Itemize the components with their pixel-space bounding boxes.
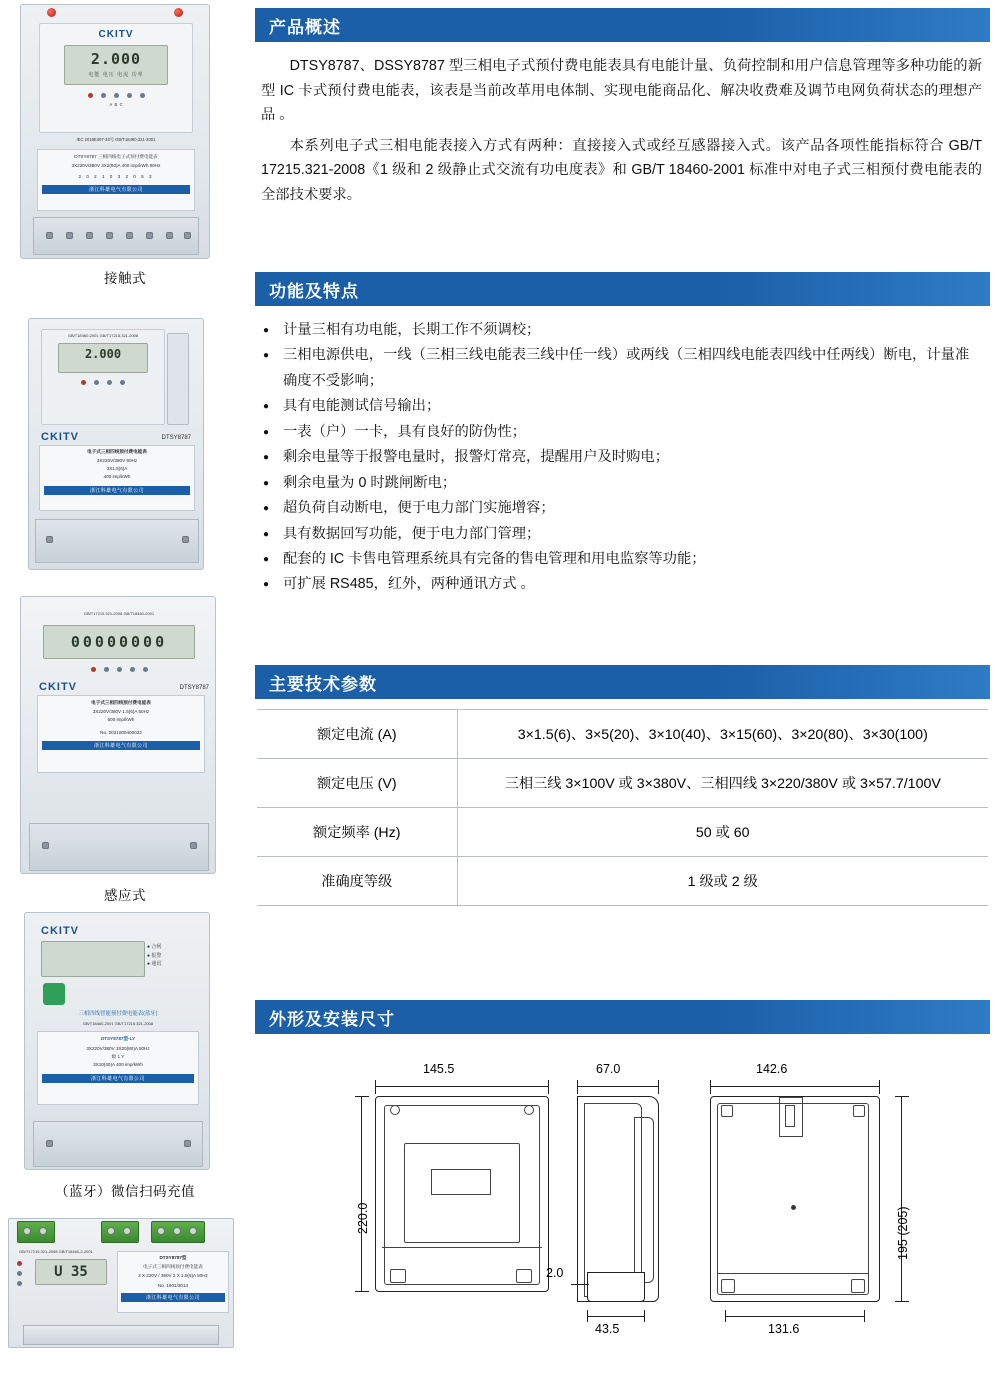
spec-name: 额定电流 (A) [257,710,457,759]
status-legend: ● 合闸 ● 报警 ● 通讯 [147,944,162,967]
spec-name: 额定电压 (V) [257,759,457,808]
led-icon [88,93,93,98]
product-photo-bluetooth-type [0,912,250,1212]
spec-table [257,709,988,906]
company-name: 浙江科雄电气有限公司 [42,185,190,194]
dim-front-height: 220.0 [356,1202,370,1234]
product-photo-din-rail-type [0,1218,250,1368]
list-item: ● 具有数据回写功能，便于电力部门管理； [263,522,982,547]
list-item: ● 剩余电量为 0 时跳闸断电； [263,471,982,496]
terminal-screw-icon [173,1227,181,1235]
terminal-screw-icon [146,232,153,239]
terminal-screw-icon [66,232,73,239]
company-name: 浙江科雄电气有限公司 [42,1074,194,1083]
nameplate-spec2: 3X1.5(6)A [106,465,128,471]
green-terminal [151,1221,205,1243]
section-specs [255,665,990,906]
section-title-features: 功能及特点 [255,272,990,306]
standard-line: GB/T17215.321-2008 GB/T18460-2-2001 [19,1249,93,1254]
product-photo-contact-type [0,4,250,294]
dim-side-width: 67.0 [596,1062,621,1076]
nameplate-spec: 3X220V/380V 3X2(80)A 400 imp/kWh 50Hz [71,162,161,168]
section-title-overview: 产品概述 [255,8,990,42]
nameplate-spec3: 400 imp/kWh [103,473,131,479]
card-slot [167,333,189,425]
led-icon [17,1271,22,1276]
nameplate-model: DTSY8787 三相四线电子式预付费电能表 [74,154,158,159]
nameplate-serial: No. 1901/3014 [157,1282,189,1288]
nameplate-title: 电子式三相四线预付费电能表 [143,1263,203,1269]
terminal-screw-icon [107,1227,115,1235]
model-label: DTSY8787 [161,435,191,441]
led-icon [17,1281,22,1286]
lcd-prefix: U [54,1264,63,1280]
nameplate-title: 电子式三相四线预付费电能表 [87,449,147,454]
side-view-terminal [587,1272,645,1302]
lcd-display [43,625,195,659]
standard-line: GB/T18460-2001 GB/T17215.321-2008 [67,333,139,338]
list-item: ● 一表（户）一卡，具有良好的防伪性； [263,420,982,445]
led-icon [143,667,148,672]
overview-paragraph-1: DTSY8787、DSSY8787 型三相电子式预付费电能表具有电能计量、负荷控制和用户信息管理等多种功能的新型 IC 卡式预付费电能表，该表是当前改革用电体制、实现电能商品化、解决收费难及调节电网负荷状态的理想产品 。 [261,58,982,124]
list-item: ● 具有电能测试信号输出； [263,394,982,419]
led-icon [114,93,119,98]
spec-value: 3×1.5(6)、3×5(20)、3×10(40)、3×15(60)、3×20(80)、3×30(100) [457,710,988,759]
lcd-display [35,1259,107,1285]
product-photo-second [0,318,250,578]
terminal-screw-icon [39,1227,47,1235]
table-row [257,759,988,808]
led-icon [94,380,99,385]
dim-back-width: 142.6 [756,1062,788,1076]
list-item: ● 剩余电量等于报警电量时，报警灯常亮，提醒用户及时购电； [263,445,982,470]
led-icon [130,667,135,672]
terminal-screw-icon [42,842,49,849]
led-icon [101,93,106,98]
led-icon [140,93,145,98]
spec-nameplate [37,1031,199,1105]
section-title-specs: 主要技术参数 [255,665,990,699]
qr-scan-icon [43,983,65,1005]
nameplate-barcode: 2 0 2 1 0 3 2 0 5 3 [78,173,154,179]
company-name: 浙江科雄电气有限公司 [44,486,190,495]
terminal-screw-icon [23,1227,31,1235]
spec-name: 额定频率 (Hz) [257,808,457,857]
screw-icon [174,8,183,17]
spec-value: 50 或 60 [457,808,988,857]
led-icon [107,380,112,385]
phase-labels: A B C [109,102,123,107]
nameplate-spec1: 3 X 220V / 380V 2 X 1.5(6)A 50Hz [138,1272,208,1278]
led-icon [81,380,86,385]
terminal-screw-icon [166,232,173,239]
back-view-outline [710,1096,880,1302]
section-dimensions [255,1000,990,1344]
model-label: DTSY8787型 [159,1255,187,1260]
standard-line: IEC 2019E497-33号 GB/T18460.321-2001 [76,137,156,142]
indicator-leds [40,93,192,98]
nameplate-spec3: 3X10(40)A 400 imp/kWh [93,1061,143,1067]
led-icon [117,667,122,672]
lcd-value: 00000000 [70,633,168,651]
meter-housing [20,4,210,259]
brand-logo: CKITV [98,29,134,40]
section-overview [255,8,990,207]
list-item: ● 超负荷自动断电，便于电力部门实施增容； [263,496,982,521]
indicator-leds [42,380,164,385]
spec-nameplate [117,1251,229,1313]
nameplate-spec2: 600 imp/kWh [107,716,135,722]
nameplate-spec1: 3X220V/380V 50Hz [96,457,138,463]
dim-front-width: 145.5 [423,1062,455,1076]
dim-back-bottom: 131.6 [768,1322,800,1336]
dim-side-small: 2.0 [546,1266,564,1280]
product-caption: 感应式 [104,888,146,903]
nameplate-spec1: 3X220V/380V 1.5(6)A 50Hz [92,708,150,714]
terminal-block [33,1121,203,1167]
table-row [257,710,988,759]
lcd-value: 2.000 [90,50,142,68]
meter-housing [20,596,216,874]
brand-logo: CKITV [39,681,77,693]
lcd-value: 35 [71,1264,88,1280]
terminal-screw-icon [190,842,197,849]
meter-housing [28,318,204,570]
led-icon [127,93,132,98]
nameplate-serial: No. 2021000400022 [100,729,142,735]
list-item: ● 三相电源供电，一线（三相三线电能表三线中任一线）或两线（三相四线电能表四线中任两线）断电，计量准确度不受影响； [263,343,982,394]
led-icon [104,667,109,672]
table-row [257,857,988,906]
standard-line: GB/T18460-2001 GB/T17215.321-2008 [82,1021,154,1026]
terminal-screw-icon [106,232,113,239]
front-view-outline [375,1096,549,1292]
brand-logo: CKITV [41,925,79,937]
brand-logo: CKITV [41,431,79,443]
green-terminal [101,1221,139,1243]
terminal-screw-icon [126,232,133,239]
lcd-display [64,45,168,85]
dim-side-bottom: 43.5 [595,1322,620,1336]
product-caption: （蓝牙）微信扫码充值 [55,1184,195,1199]
list-item: ● 配套的 IC 卡售电管理系统具有完备的售电管理和用电监察等功能； [263,547,982,572]
spec-name: 准确度等级 [257,857,457,906]
nameplate-spec1: 3X220V/380V 3X20(80)A 50Hz [86,1045,150,1051]
list-item: ● 计量三相有功电能，长期工作不须调校； [263,318,982,343]
terminal-block [33,217,199,255]
model-label: DTSY8787型-LY [100,1036,136,1041]
feature-list [255,306,990,598]
terminal-screw-icon [123,1227,131,1235]
spec-nameplate [37,149,195,211]
terminal-screw-icon [184,232,191,239]
lcd-value: 2.000 [84,346,122,361]
company-name: 浙江科雄电气有限公司 [121,1293,225,1302]
spec-value: 1 级或 2 级 [457,857,988,906]
terminal-screw-icon [46,536,53,543]
meter-housing [8,1218,234,1348]
terminal-screw-icon [157,1227,165,1235]
meter-housing [24,912,210,1170]
section-features [255,272,990,598]
led-icon [91,667,96,672]
product-title: 三相四线智能预付费电能表(蓝牙) [78,1011,158,1017]
model-label: DTSY8787 [179,685,209,691]
product-image-column [0,0,250,1384]
screw-icon [47,8,56,17]
spec-nameplate [37,695,205,773]
product-photo-induction-type [0,596,250,906]
standard-line: GB/T17215.321-2008 GB/T18460-2001 [83,611,155,616]
terminal-block [29,823,209,871]
terminal-screw-icon [46,232,53,239]
dim-back-height: 195 (205) [896,1206,910,1260]
terminal-screw-icon [189,1227,197,1235]
company-name: 浙江科雄电气有限公司 [42,741,200,750]
table-row [257,808,988,857]
lcd-display [41,941,145,977]
dimension-drawing [255,1044,1000,1344]
nameplate-spec2: 级 1 Y [111,1053,125,1059]
terminal-block [23,1325,219,1345]
led-icon [120,380,125,385]
nameplate-title: 电子式三相四线预付费电能表 [91,700,151,705]
indicator-leds [43,667,195,672]
list-item: ● 可扩展 RS485，红外，两种通讯方式 。 [263,572,982,597]
section-title-dimensions: 外形及安装尺寸 [255,1000,990,1034]
spec-nameplate [39,445,195,511]
overview-paragraph-2: 本系列电子式三相电能表接入方式有两种：直接接入式或经互感器接入式。该产品各项性能指标符合 GB/T 17215.321-2008《1 级和 2 级静止式交流有功电度表》和 GB/T 18460-2001 标准中对电子式三相预付费电能表的全部技术要求。 [261,137,982,203]
spec-value: 三相三线 3×100V 或 3×380V、三相四线 3×220/380V 或 3×57.7/100V [457,759,988,808]
lcd-sub-label: 电能 电压 电流 功率 [88,72,144,78]
led-icon [17,1261,22,1266]
lcd-display [58,343,148,373]
product-caption: 接触式 [104,271,146,286]
terminal-screw-icon [184,1140,191,1147]
terminal-screw-icon [86,232,93,239]
terminal-block [35,519,199,563]
terminal-screw-icon [46,1140,53,1147]
green-terminal [17,1221,55,1243]
terminal-screw-icon [182,536,189,543]
